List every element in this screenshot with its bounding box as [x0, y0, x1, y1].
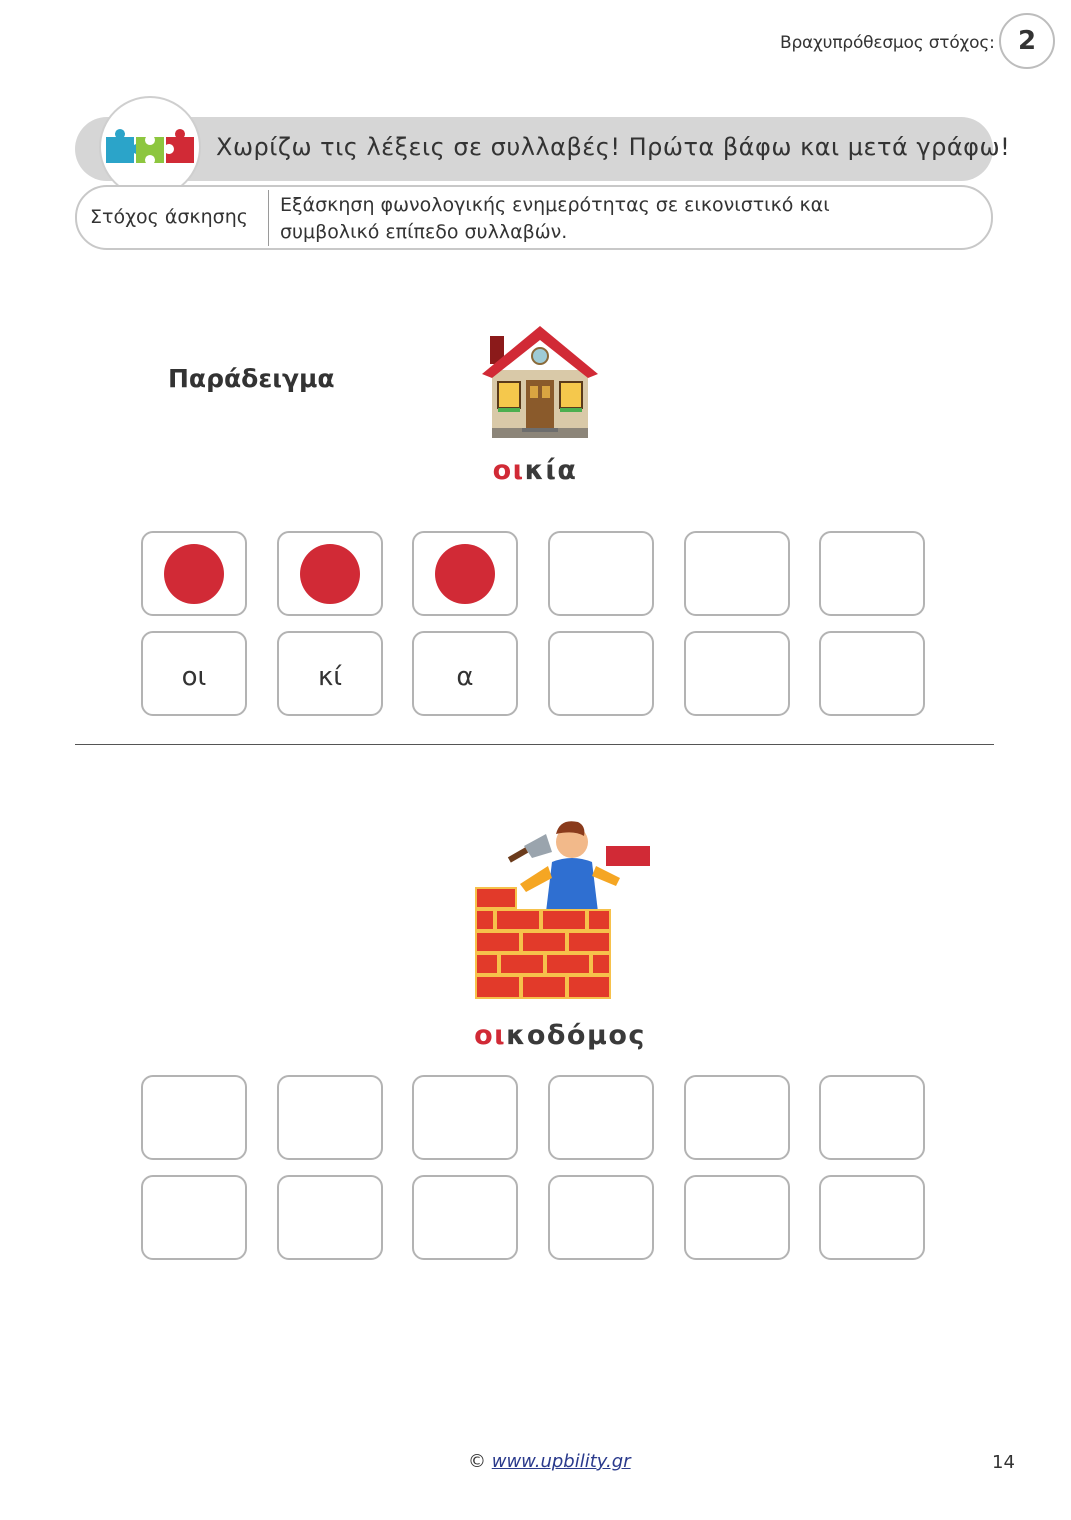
logo [99, 96, 201, 198]
footer-link[interactable]: www.upbility.gr [491, 1451, 631, 1472]
example-dot-box [819, 531, 925, 616]
house-icon [480, 322, 600, 440]
goal-number-badge: 2 [999, 13, 1055, 69]
exercise-syllable-box[interactable] [141, 1175, 247, 1260]
example-syllable-box [548, 631, 654, 716]
syllable-dot [164, 544, 224, 604]
exercise-syllable-box[interactable] [819, 1175, 925, 1260]
bricklayer-icon [472, 816, 652, 1000]
example-word [440, 455, 630, 486]
aim-divider [268, 190, 269, 246]
aim-text-line-2: συμβολικό επίπεδο συλλαβών. [280, 221, 568, 243]
example-syllable-box [684, 631, 790, 716]
exercise-dot-box[interactable] [819, 1075, 925, 1160]
syllable-text: οι [181, 661, 207, 692]
example-syllable-box [141, 631, 247, 716]
exercise-dot-box[interactable] [684, 1075, 790, 1160]
page-number: 14 [992, 1452, 1015, 1473]
syllable-dot [435, 544, 495, 604]
exercise-dot-box[interactable] [141, 1075, 247, 1160]
aim-text-line-1: Εξάσκηση φωνολογικής ενημερότητας σε εικονιστικό και [280, 194, 830, 216]
exercise-syllable-box[interactable] [412, 1175, 518, 1260]
goal-label: Βραχυπρόθεσμος στόχος: [780, 33, 995, 53]
example-syllable-box [412, 631, 518, 716]
aim-text [280, 192, 960, 246]
example-dot-box [277, 531, 383, 616]
example-dot-box [141, 531, 247, 616]
example-syllable-box [277, 631, 383, 716]
exercise-syllable-box[interactable] [548, 1175, 654, 1260]
example-syllable-box [819, 631, 925, 716]
example-dot-box [684, 531, 790, 616]
footer-copyright [468, 1451, 631, 1472]
puzzle-pieces-logo-icon [104, 127, 196, 167]
syllable-text: κί [317, 661, 343, 692]
exercise-word [440, 1020, 680, 1051]
exercise-title: Χωρίζω τις λέξεις σε συλλαβές! Πρώτα βάφω και μετά γράφω! [216, 133, 1011, 161]
exercise-syllable-box[interactable] [684, 1175, 790, 1260]
exercise-dot-box[interactable] [412, 1075, 518, 1160]
example-word-highlight: οι [492, 455, 525, 486]
exercise-dot-box[interactable] [548, 1075, 654, 1160]
exercise-word-highlight: οι [474, 1020, 507, 1051]
copyright-symbol: © [468, 1451, 486, 1472]
section-divider [75, 744, 994, 745]
syllable-text: α [456, 661, 474, 692]
aim-label: Στόχος άσκησης [90, 206, 248, 228]
example-word-rest: κία [524, 455, 578, 486]
exercise-dot-box[interactable] [277, 1075, 383, 1160]
example-label: Παράδειγμα [168, 364, 335, 393]
syllable-dot [300, 544, 360, 604]
example-dot-box [548, 531, 654, 616]
example-dot-box [412, 531, 518, 616]
exercise-syllable-box[interactable] [277, 1175, 383, 1260]
exercise-word-rest: κοδόμος [506, 1020, 646, 1051]
